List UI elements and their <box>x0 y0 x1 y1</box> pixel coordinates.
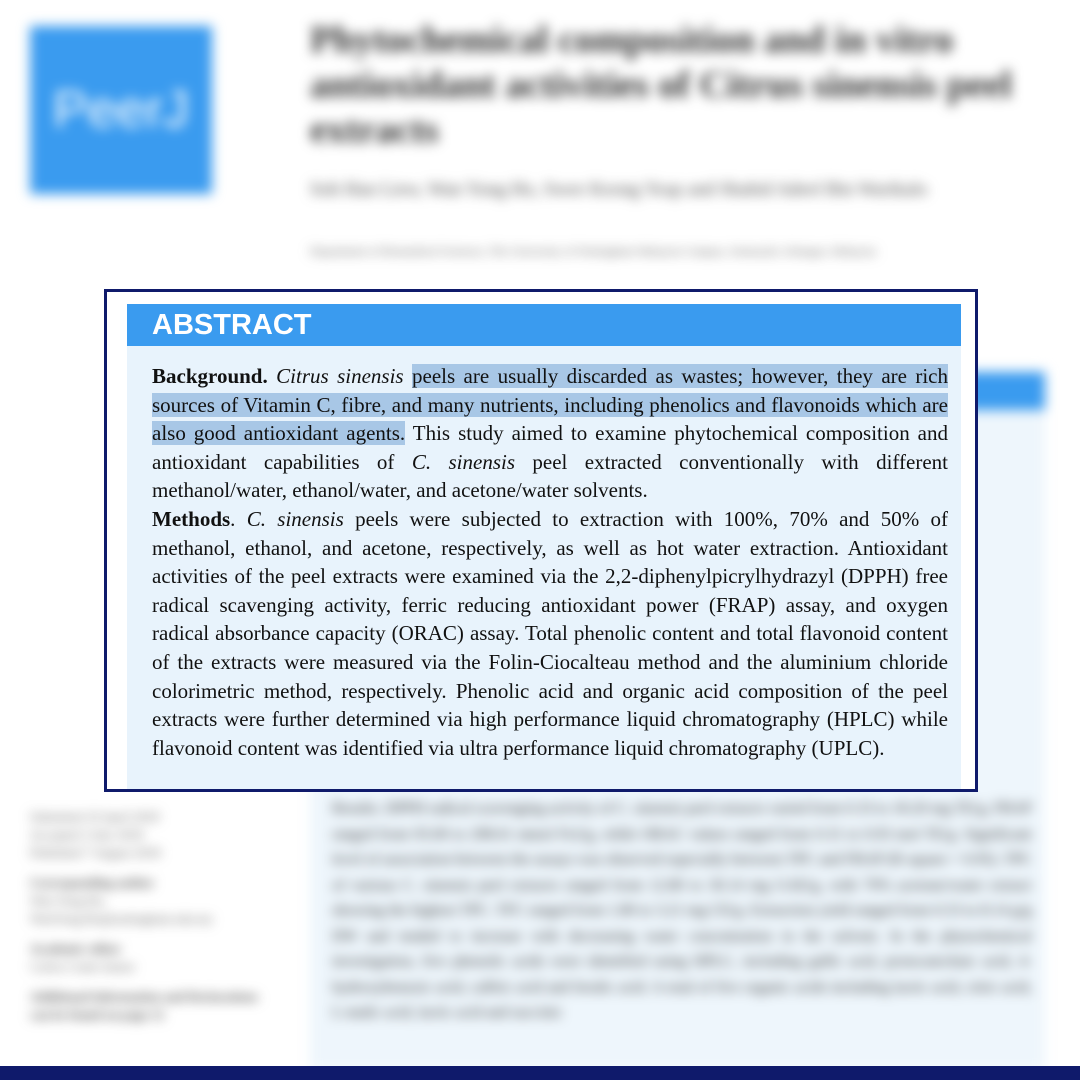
abstract-body <box>152 362 948 762</box>
abstract-header-bar <box>127 304 961 346</box>
background-abstract-results: Results. DPPH radical scavenging activity of C. sinensis peel extracts varied from 0.33 to 18.20 mg TE/g, FRAP ranged from 93.00 to 298.61 mmol Fe2/g, while ORAC values ranged from 0.31 to 0.93 mol TE/g. Significant level of association between the assays was observed especially between TPC and FRAP (R square = 0.95). TPC of various C. sinensis peel extracts ranged from 12.80 to 30.14 mg GAE/g, with 70% acetone/water extract showing the highest TPC. TFC ranged from 1.80 to 3.21 mg CE/g. Extraction yield ranged from 6.53 to 8.14 g/g DW and tended to increase with decreasing water concentration in the solvent. In the phytochemical investigation, five phenolic acids were identified using HPLC, including gallic acid, protocatechuic acid, 4-hydroxybenzoic acid, caffeic acid and ferulic acid. A total of five organic acids including lactic acid, citric acid, L-malic acid, lactic acid and succinic <box>332 800 1032 1021</box>
submitted-date: Submitted 16 April 2018 <box>30 809 159 824</box>
background-text-1: This study aimed to examine phytochemical composition and antioxidant capabilities of <box>152 421 949 474</box>
species-name: Citrus sinensis <box>276 364 404 388</box>
journal-logo-text: PeerJ <box>53 81 189 139</box>
editor-label: Academic editor <box>30 941 122 956</box>
abstract-panel <box>127 304 961 792</box>
corresponding-block <box>30 874 280 928</box>
highlighted-text: peels are usually discarded as wastes; however, they are rich sources of Vitamin C, fibre, and many nutrients, including phenolics and flavonoids which are also good antioxidant agents. <box>152 364 949 446</box>
methods-text: peels were subjected to extraction with 100%, 70% and 50% of methanol, ethanol, and acetone, respectively, as well as hot water extraction. Antioxidant activities of the peel extracts were examined via the 2,2-diphenylpicrylhydrazyl (DPPH) free radical scavenging activity, ferric reducing antioxidant power (FRAP) assay, and oxygen radical absorbance capacity (ORAC) assay. Total phenolic content and total flavonoid content of the extracts were measured via the Folin-Ciocalteau method and the aluminium chloride colorimetric method, respectively. Phenolic acid and organic acid composition of the peel extracts were further determined via high performance liquid chromatography (HPLC) while flavonoid content was identified via ultra performance liquid chromatography (UPLC). <box>152 506 949 760</box>
editor-name: Carlos Conte-Junior <box>30 959 136 974</box>
methods-separator: . <box>230 506 236 531</box>
journal-logo <box>30 26 212 194</box>
methods-paragraph <box>152 505 948 762</box>
dates-block <box>30 808 280 862</box>
methods-species-name: C. sinensis <box>246 506 344 531</box>
background-text-2: peel extracted conventionally with different methanol/water, ethanol/water, and acetone/water solvents. <box>152 449 948 503</box>
paper-title: Phytochemical composition and in vitro antioxidant activities of Citrus sinensis peel extracts <box>310 19 1012 151</box>
editor-block <box>30 940 280 976</box>
bottom-bar <box>0 1066 1080 1080</box>
background-label: Background. <box>152 364 268 388</box>
species-name-2: C. sinensis <box>411 449 515 474</box>
abstract-callout <box>104 289 978 792</box>
accepted-date: Accepted 3 July 2018 <box>30 827 144 842</box>
abstract-heading: ABSTRACT <box>152 309 312 341</box>
corresponding-email[interactable]: WanYong.Ho@nottingham.edu.my <box>30 911 214 926</box>
background-paragraph <box>152 362 948 505</box>
author-list: Soh Han Liew, Wan Yong Ho, Swee Keong Yeap and Shahid Adeel Bin Warikalo <box>310 179 928 200</box>
methods-label: Methods <box>152 506 231 531</box>
corresponding-name: Wan Yong Ho, <box>30 893 107 908</box>
corresponding-label: Corresponding author <box>30 875 155 890</box>
published-date: Published 7 August 2018 <box>30 845 161 860</box>
article-sidebar <box>30 808 280 1036</box>
affiliation: Department of Biomedical Sciences, The University of Nottingham Malaysia Campus, Semenyih, Selangor, Malaysia <box>310 244 876 258</box>
additional-info: Additional Information and Declarations can be found on page 12 <box>30 989 258 1022</box>
